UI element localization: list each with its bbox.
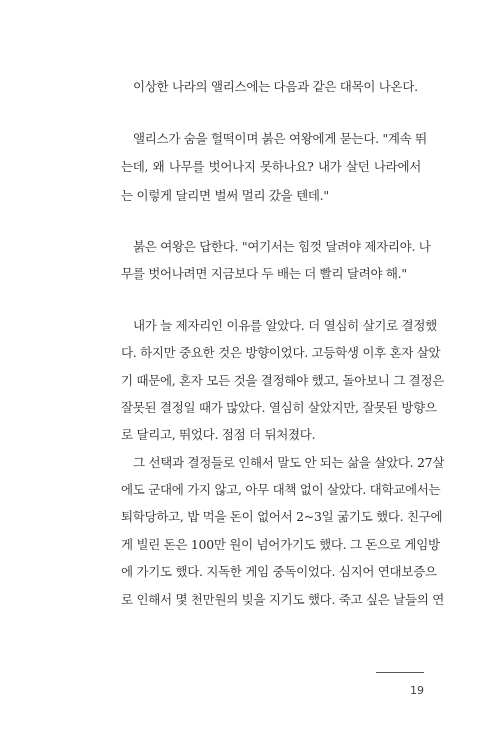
text-line: 로 달리고, 뛰었다. 점점 더 뒤처졌다. — [121, 427, 316, 442]
text-line: 그 선택과 결정들로 인해서 말도 안 되는 삶을 살았다. 27살 — [133, 455, 445, 470]
text-line: 이상한 나라의 앨리스에는 다음과 같은 대목이 나온다. — [133, 79, 418, 94]
text-line: 붉은 여왕은 답한다. "여기서는 힘껏 달려야 제자리야. 나 — [133, 239, 431, 254]
text-line: 앨리스가 숨을 헐떡이며 붉은 여왕에게 묻는다. "계속 뛰 — [133, 131, 427, 146]
text-line: 게 빌린 돈은 100만 원이 넘어가기도 했다. 그 돈으로 게임방 — [121, 537, 440, 552]
text-line: 는 이렇게 달리면 벌써 멀리 갔을 텐데." — [121, 188, 329, 203]
text-line: 퇴학당하고, 밥 먹을 돈이 없어서 2~3일 굶기도 했다. 친구에 — [121, 509, 443, 524]
text-line: 무를 벗어나려면 지금보다 두 배는 더 빨리 달려야 해." — [121, 266, 407, 281]
text-line: 에 가기도 했다. 지독한 게임 중독이었다. 심지어 연대보증으 — [121, 564, 437, 579]
text-line: 로 인해서 몇 천만원의 빚을 지기도 했다. 죽고 싶은 날들의 연 — [121, 592, 445, 607]
text-line: 기 때문에, 혼자 모든 것을 결정해야 했고, 돌아보니 그 결정은 — [121, 373, 445, 388]
text-line: 다. 하지만 중요한 것은 방향이었다. 고등학생 이후 혼자 살았 — [121, 345, 441, 360]
footer-divider — [376, 672, 424, 673]
page-number: 19 — [410, 684, 424, 697]
text-line: 는데, 왜 나무를 벗어나지 못하나요? 내가 살던 나라에서 — [121, 159, 421, 174]
text-line: 내가 늘 제자리인 이유를 알았다. 더 열심히 살기로 결정했 — [133, 318, 437, 333]
text-line: 에도 군대에 가지 않고, 아무 대책 없이 살았다. 대학교에서는 — [121, 482, 441, 497]
text-line: 잘못된 결정일 때가 많았다. 열심히 살았지만, 잘못된 방향으 — [121, 400, 437, 415]
